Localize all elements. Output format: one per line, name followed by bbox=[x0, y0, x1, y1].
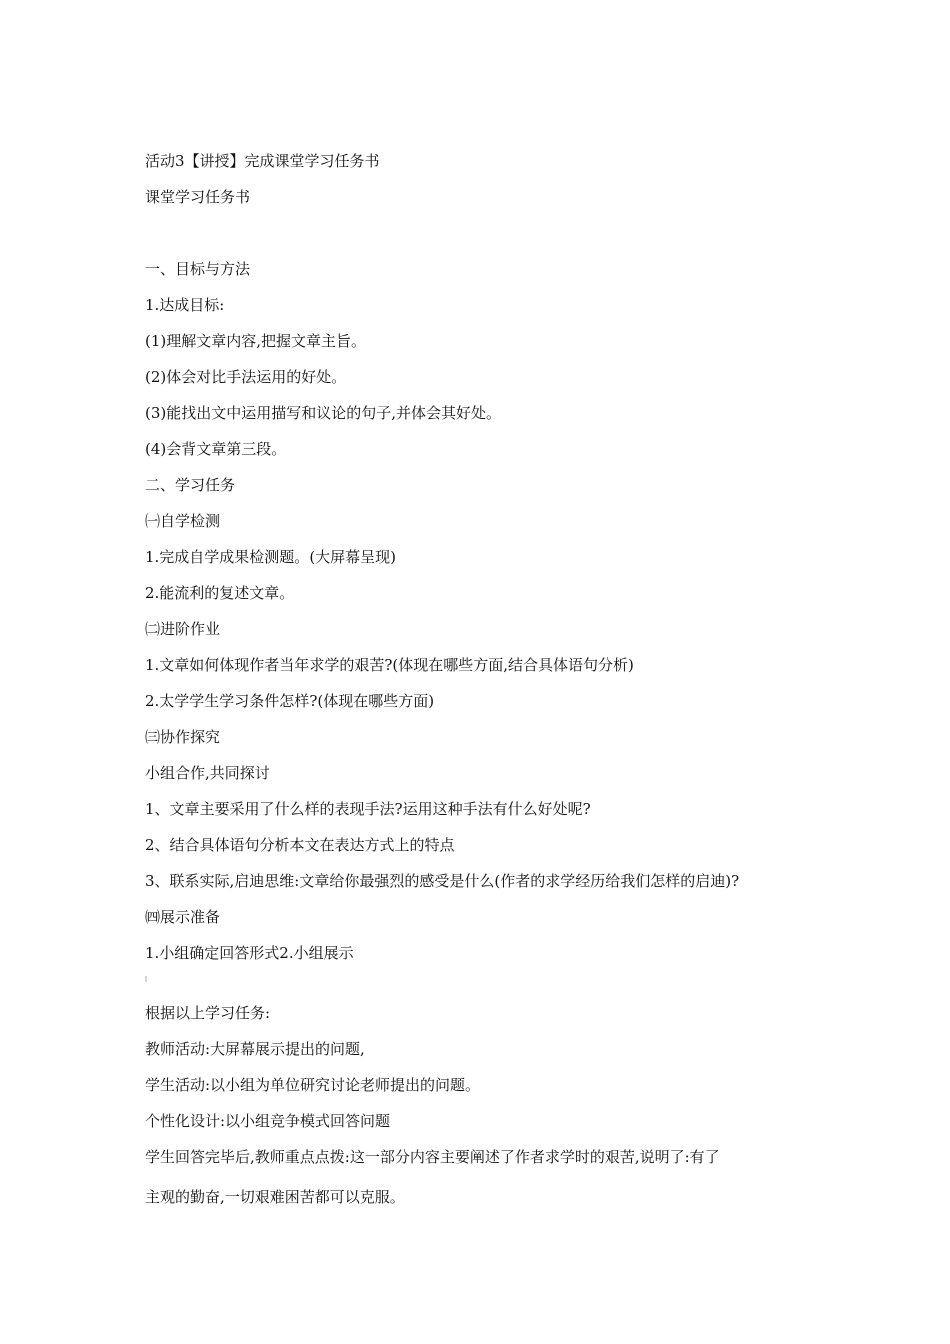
activity-intro: 根据以上学习任务: bbox=[145, 1004, 271, 1022]
goal-item: (3)能找出文中运用描写和议论的句子,并体会其好处。 bbox=[145, 404, 502, 422]
task-group-heading: ㈡进阶作业 bbox=[145, 620, 221, 638]
task-group-heading: ㈢协作探究 bbox=[145, 728, 221, 746]
task-item: 2、结合具体语句分析本文在表达方式上的特点 bbox=[145, 836, 455, 854]
task-item: 1.完成自学成果检测题。(大屏幕呈现) bbox=[145, 548, 397, 566]
task-item: 1.小组确定回答形式2.小组展示 bbox=[145, 944, 354, 962]
activity-heading: 活动3【讲授】完成课堂学习任务书 bbox=[145, 152, 380, 170]
teacher-summary-continued: 主观的勤奋,一切艰难困苦都可以克服。 bbox=[145, 1188, 405, 1206]
task-item: 2.能流利的复述文章。 bbox=[145, 584, 295, 602]
task-book-title: 课堂学习任务书 bbox=[145, 188, 251, 206]
task-item: 小组合作,共同探讨 bbox=[145, 764, 270, 782]
section-heading-tasks: 二、学习任务 bbox=[145, 476, 236, 494]
task-item: 3、联系实际,启迪思维:文章给你最强烈的感受是什么(作者的求学经历给我们怎样的启迪)? bbox=[145, 872, 740, 890]
section-heading-goals: 一、目标与方法 bbox=[145, 260, 251, 278]
goal-item: (4)会背文章第三段。 bbox=[145, 440, 287, 458]
personalized-design: 个性化设计:以小组竞争模式回答问题 bbox=[145, 1112, 391, 1130]
task-group-heading: ㈠自学检测 bbox=[145, 512, 221, 530]
document-page bbox=[145, 0, 845, 1344]
task-item: 1.文章如何体现作者当年求学的艰苦?(体现在哪些方面,结合具体语句分析) bbox=[145, 656, 634, 674]
page-mark bbox=[145, 976, 147, 982]
teacher-summary: 学生回答完毕后,教师重点点拨:这一部分内容主要阐述了作者求学时的艰苦,说明了:有了 bbox=[145, 1148, 720, 1166]
task-item: 2.太学学生学习条件怎样?(体现在哪些方面) bbox=[145, 692, 435, 710]
task-group-heading: ㈣展示准备 bbox=[145, 908, 221, 926]
teacher-activity: 教师活动:大屏幕展示提出的问题, bbox=[145, 1040, 365, 1058]
student-activity: 学生活动:以小组为单位研究讨论老师提出的问题。 bbox=[145, 1076, 481, 1094]
goal-item: (1)理解文章内容,把握文章主旨。 bbox=[145, 332, 367, 350]
task-item: 1、文章主要采用了什么样的表现手法?运用这种手法有什么好处呢? bbox=[145, 800, 591, 818]
goal-subheading: 1.达成目标: bbox=[145, 296, 225, 314]
goal-item: (2)体会对比手法运用的好处。 bbox=[145, 368, 347, 386]
